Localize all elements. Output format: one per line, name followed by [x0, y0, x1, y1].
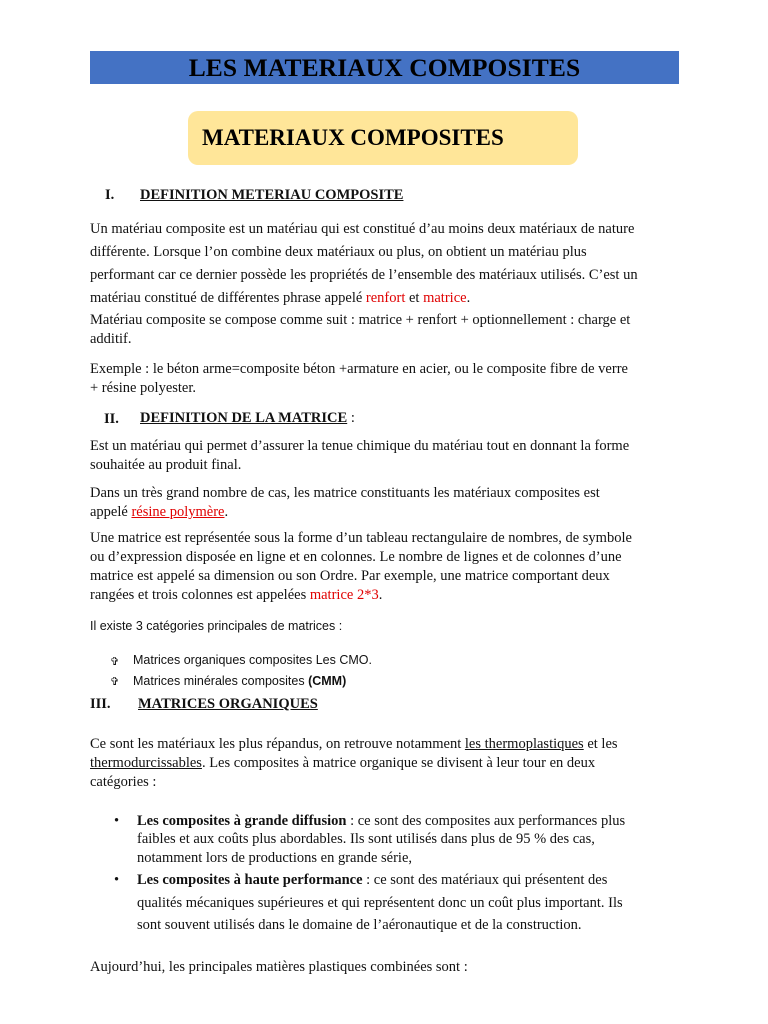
section-1-heading: DEFINITION METERIAU COMPOSITE [140, 187, 404, 203]
term-thermodurcissables: thermodurcissables [90, 755, 202, 771]
cross-bullet-icon: ✞ [110, 675, 120, 688]
s1-line-1: Un matériau composite est un matériau qui est constitué d’au moins deux matériaux de nature [90, 221, 635, 237]
s1-line-4-text: matériau constitué de différentes phrase appelé [90, 290, 366, 306]
section-3-number: III. [90, 696, 111, 712]
s2-p1-line-1: Est un matériau qui permet d’assurer la tenue chimique du matériau tout en donnant la forme [90, 438, 630, 454]
term-renfort: renfort [365, 290, 406, 306]
s2-p2-line-2 [90, 505, 228, 520]
section-2-heading: DEFINITION DE LA MATRICE [140, 410, 348, 426]
section-2-heading-line [140, 411, 355, 426]
term-matrice: matrice [423, 290, 467, 306]
s3-bullet-2-line-1 [137, 873, 607, 888]
s3-bullet-1-term: Les composites à grande diffusion [137, 813, 347, 829]
s3-bullet-1-line-2: faibles et aux coûts plus abordables. Ils sont utilisés dans plus de 95 % des cas, [137, 831, 595, 847]
s1-line-3: performant car ce dernier possède les propriétés de l’ensemble des matériaux utilisés. C’est un [90, 267, 638, 283]
bullet-icon: • [114, 872, 120, 888]
s2-p3-line-1: Une matrice est représentée sous la forme d’un tableau rectangulaire de nombres, de symbole [90, 530, 632, 546]
section-2-heading-suffix: : [347, 410, 355, 426]
s1-example-line-2: + résine polyester. [90, 380, 197, 396]
category-item-cmm [133, 674, 346, 689]
cross-bullet-icon: ✞ [110, 655, 120, 668]
s1-compose-line-1: Matériau composite se compose comme suit : matrice + renfort + optionnellement : charge et [90, 312, 631, 328]
s2-p2-line-1: Dans un très grand nombre de cas, les matrice constituants les matériaux composites est [90, 485, 600, 501]
s3-intro-line-1-end: et les [583, 736, 618, 752]
term-resine-polymere: résine polymère [131, 504, 225, 520]
s2-p3-line-2: ou d’expression disposée en ligne et en colonnes. Le nombre de lignes et de colonnes d’une [90, 549, 622, 565]
s2-p1-line-2: souhaitée au produit final. [90, 457, 242, 473]
s1-line-4-end: . [466, 290, 471, 306]
category-item-cmm-text: Matrices minérales composites [133, 674, 309, 688]
term-thermoplastiques: les thermoplastiques [464, 736, 584, 752]
s2-p3-line-4-text: rangées et trois colonnes est appelées [90, 587, 310, 603]
s3-bullet-2-line-2: qualités mécaniques supérieures et qui représentent donc un coût plus important. Ils [137, 895, 623, 911]
s1-line-4 [90, 291, 470, 306]
categories-intro: Il existe 3 catégories principales de matrices : [90, 619, 343, 633]
s1-example-line-1: Exemple : le béton arme=composite béton +armature en acier, ou le composite fibre de verre [90, 361, 628, 377]
s3-intro-line-1 [90, 737, 618, 752]
s3-intro-line-2-text: . Les composites à matrice organique se divisent à leur tour en deux [201, 755, 596, 771]
s2-p2-line-2-text: appelé [90, 504, 132, 520]
subtitle-text: MATERIAUX COMPOSITES [202, 125, 504, 150]
s3-bullet-2-text: : ce sont des matériaux qui présentent des [362, 872, 608, 888]
section-2-number: II. [104, 411, 119, 427]
document-title: LES MATERIAUX COMPOSITES [188, 53, 581, 82]
s2-p3-line-4-end: . [378, 587, 383, 603]
bullet-icon: • [114, 813, 120, 829]
s2-p3-line-4 [90, 588, 382, 603]
s3-intro-line-3: catégories : [90, 774, 157, 790]
term-matrice-2x3: matrice 2*3 [309, 587, 379, 603]
s3-bullet-1-text: : ce sont des composites aux performances plus [346, 813, 626, 829]
s3-bullet-1-line-3: notamment lors de productions en grande série, [137, 850, 413, 866]
s3-bullet-2-term: Les composites à haute performance [137, 872, 363, 888]
s1-line-4-mid: et [405, 290, 424, 306]
s3-bullet-1-line-1 [137, 814, 625, 829]
s1-line-2: différente. Lorsque l’on combine deux matériaux ou plus, on obtient un matériau plus [90, 244, 587, 260]
category-item-cmo: Matrices organiques composites Les CMO. [133, 653, 372, 667]
s1-compose-line-2: additif. [90, 331, 132, 347]
section-3-heading: MATRICES ORGANIQUES [138, 696, 318, 712]
s3-bullet-2-line-3: sont souvent utilisés dans le domaine de l’aéronautique et de la construction. [137, 917, 582, 933]
category-item-cmm-code: (CMM) [308, 674, 347, 688]
s2-p2-line-2-end: . [224, 504, 229, 520]
s3-intro-line-2 [90, 756, 595, 771]
section-1-number: I. [105, 187, 115, 203]
s3-intro-line-1-text: Ce sont les matériaux les plus répandus, on retrouve notamment [90, 736, 465, 752]
s2-p3-line-3: matrice est appelé sa dimension ou son Ordre. Par exemple, une matrice comportant deux [90, 568, 610, 584]
s3-closing-line: Aujourd’hui, les principales matières plastiques combinées sont : [90, 959, 468, 975]
